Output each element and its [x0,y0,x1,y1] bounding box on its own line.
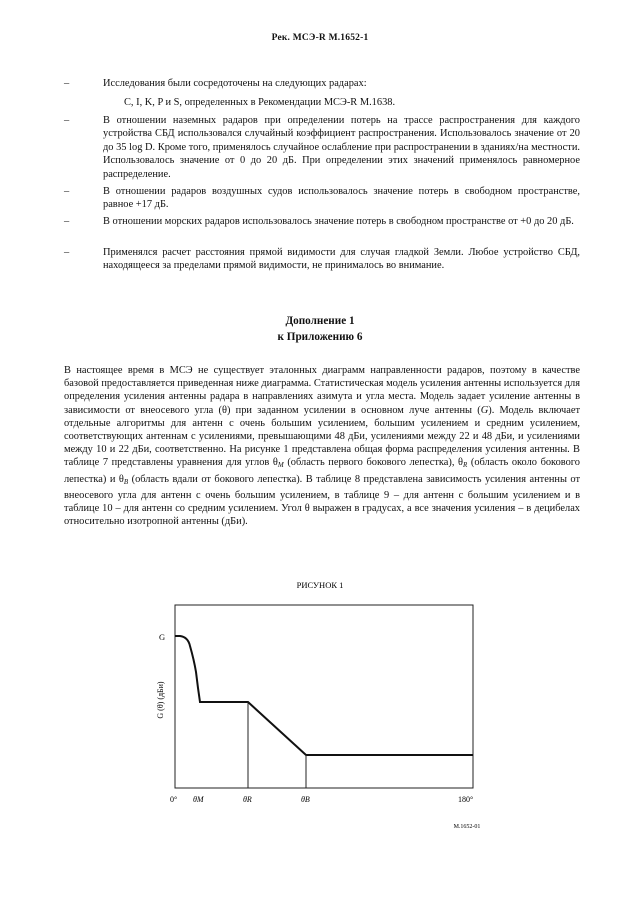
x-tick-theta-m: θM [193,795,204,804]
section-subtitle: к Приложению 6 [277,331,363,343]
bullet-text: Применялся расчет расстояния прямой видимости для случая гладкой Земли. Любое устройство СБД, находящееся за пределами прямой видимости, не принималось во внимание. [103,247,580,272]
figure-code: M.1652-01 [453,824,481,830]
plot-frame [175,605,473,788]
subscript-b: B [123,477,129,486]
bullet-dash: – [64,247,70,258]
radar-list: С, I, K, P и S, определенных в Рекомендации МСЭ-R M.1638. [124,97,396,108]
bullet-dash: – [64,186,70,197]
x-tick-theta-b: θB [301,795,310,804]
subscript-r: R [463,461,468,470]
bullet-text: В отношении наземных радаров при определении потерь на трассе распространения для каждого устройства СБД использовался случайный коэффициент распространения. Использовалось значение от 20 до 35 log D. Кроме того, применялось случайное ослабление при распространении в зданиях/на местности. Использовалось значение от 0 до 20 дБ. При определении этих значений применялось равномерное распределение. [103,115,580,180]
subscript-m: M [277,461,284,470]
bullet-dash: – [64,115,70,126]
bullet-dash: – [64,216,70,227]
x-tick-0: 0° [170,795,178,804]
bullet-dash: – [64,78,70,89]
paragraph-text: (область вдали от бокового лепестка). В таблице 8 представлена зависимость усиления антенны от внеосевого угла для антенн с очень большим усилением, в таблице 9 – для антенн с большим усилением и в таблице 10 – для антенн со средним усилением. Угол θ выражен в градусах, а все значения усиления – в децибелах относительно изотропной антенны (дБи). [64,473,581,528]
x-tick-theta-r: θR [243,795,252,804]
paragraph-text: ). Модель включает отдельные алгоритмы для антенн с очень большим усилением, большим усилением и средним усилением, соответствующих антеннам с усилениями, превышающими 48 дБи, усилениями между 22 и 48 дБи, и усилениями между 10 и 22 дБи, соответственно. На рисунке 1 представлена общая форма распределения усиления антенны. В таблице 7 представлены уравнения для углов θ [64,404,580,469]
g-axis-label: G [159,632,166,642]
gain-curve [175,636,473,755]
y-axis-label: G (θ) (дБи) [156,681,165,719]
page-header: Рек. МСЭ-R M.1652-1 [271,33,369,43]
paragraph-text: (область первого бокового лепестка), θ [283,457,463,469]
bullet-text: В отношении радаров воздушных судов использовалось значение потерь в свободном пространстве, равное +17 дБ. [103,186,580,211]
bullet-text: Исследования были сосредоточены на следующих радарах: [103,78,367,89]
bullet-text: В отношении морских радаров использовалось значение потерь в свободном пространстве от +0 до 20 дБ. [103,216,574,227]
section-title: Дополнение 1 [285,315,355,327]
paragraph-text: (область около бокового лепестка) и θ [64,457,580,485]
gain-symbol: G [480,404,489,416]
x-tick-180: 180° [458,795,474,804]
figure-title: РИСУНОК 1 [296,580,344,590]
paragraph-text: В настоящее время в МСЭ не существует эталонных диаграмм направленности радаров, поэтому в качестве базовой предоставляется приведенная ниже диаграмма. Статистическая модель усиления антенны используется для определения усиления антенны радара в направлениях азимута и угла места. Модель задает усиление антенны в зависимости от внеосевого угла (θ) при заданном усилении в основном луче антенны ( [64,365,580,416]
